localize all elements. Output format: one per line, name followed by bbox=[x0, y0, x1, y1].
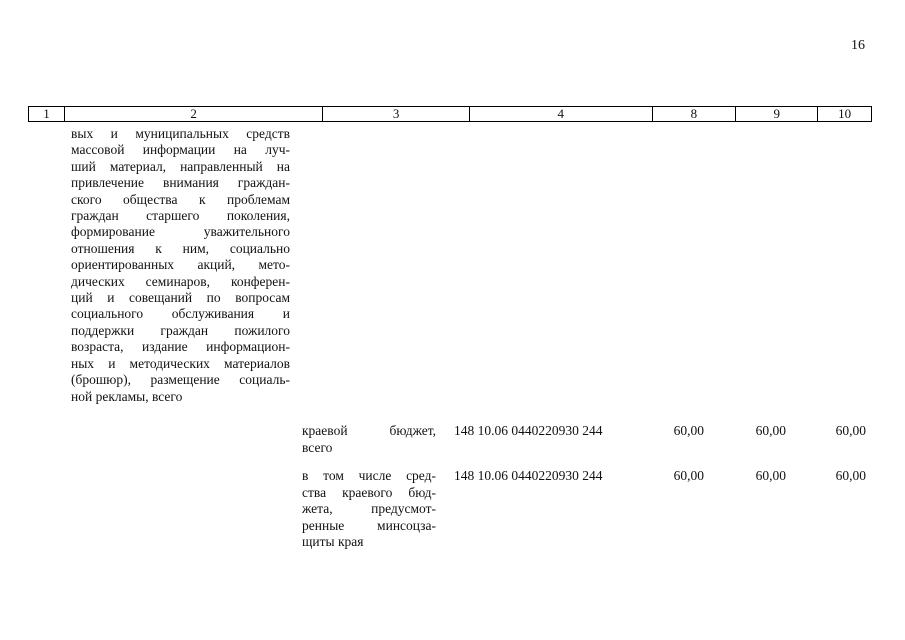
funding-source-cell bbox=[302, 468, 436, 551]
description-line: ций и совещаний по вопросам bbox=[71, 290, 290, 306]
description-line: дических семинаров, конферен- bbox=[71, 273, 290, 289]
value-col-9: 60,00 bbox=[755, 468, 786, 483]
table-header-row bbox=[28, 106, 872, 122]
funding-source-line: жета, предусмот- bbox=[302, 501, 436, 516]
description-line: ориентированных акций, мето- bbox=[71, 257, 290, 273]
value-col-10: 60,00 bbox=[835, 423, 866, 438]
description-line: поддержки граждан пожилого bbox=[71, 322, 290, 338]
description-line: вых и муниципальных средств bbox=[71, 126, 290, 141]
description-line: ший материал, направленный на bbox=[71, 158, 290, 174]
header-cell: 1 bbox=[29, 107, 65, 121]
activity-description bbox=[71, 126, 290, 405]
description-line: граждан старшего поколения, bbox=[71, 208, 290, 224]
description-line: отношения к ним, социально bbox=[71, 240, 290, 256]
value-col-8: 60,00 bbox=[673, 423, 704, 438]
header-cell: 10 bbox=[838, 106, 852, 121]
description-line: социального обслуживания и bbox=[71, 306, 290, 322]
description-line: ского общества к проблемам bbox=[71, 191, 290, 207]
budget-code: 148 10.06 0440220930 244 bbox=[454, 423, 603, 438]
header-cell: 8 bbox=[653, 107, 737, 121]
page-number: 16 bbox=[851, 38, 865, 53]
value-col-9: 60,00 bbox=[755, 423, 786, 438]
description-line: привлечение внимания граждан- bbox=[71, 175, 290, 191]
description-line: формирование уважительного bbox=[71, 224, 290, 240]
value-col-8: 60,00 bbox=[673, 468, 704, 483]
funding-source-line: ства краевого бюд- bbox=[302, 484, 436, 500]
header-cell: 9 bbox=[736, 107, 818, 121]
funding-source-line: в том числе сред- bbox=[302, 468, 436, 483]
funding-source-line: ренные минсоцза- bbox=[302, 517, 436, 533]
description-line: возраста, издание информацион- bbox=[71, 339, 290, 355]
header-cell: 4 bbox=[470, 107, 653, 121]
funding-source-line: щиты края bbox=[302, 534, 364, 549]
description-line: ной рекламы, всего bbox=[71, 388, 183, 404]
header-cell: 2 bbox=[65, 107, 323, 121]
description-line: (брошюр), размещение социаль- bbox=[71, 372, 290, 388]
funding-source-line: краевой бюджет, bbox=[302, 423, 436, 438]
header-cell: 3 bbox=[323, 107, 470, 121]
description-line: массовой информации на луч- bbox=[71, 142, 290, 158]
funding-source-cell bbox=[302, 423, 436, 456]
funding-source-line: всего bbox=[302, 439, 333, 455]
value-col-10: 60,00 bbox=[835, 468, 866, 483]
description-line: ных и методических материалов bbox=[71, 355, 290, 371]
budget-code: 148 10.06 0440220930 244 bbox=[454, 468, 603, 483]
